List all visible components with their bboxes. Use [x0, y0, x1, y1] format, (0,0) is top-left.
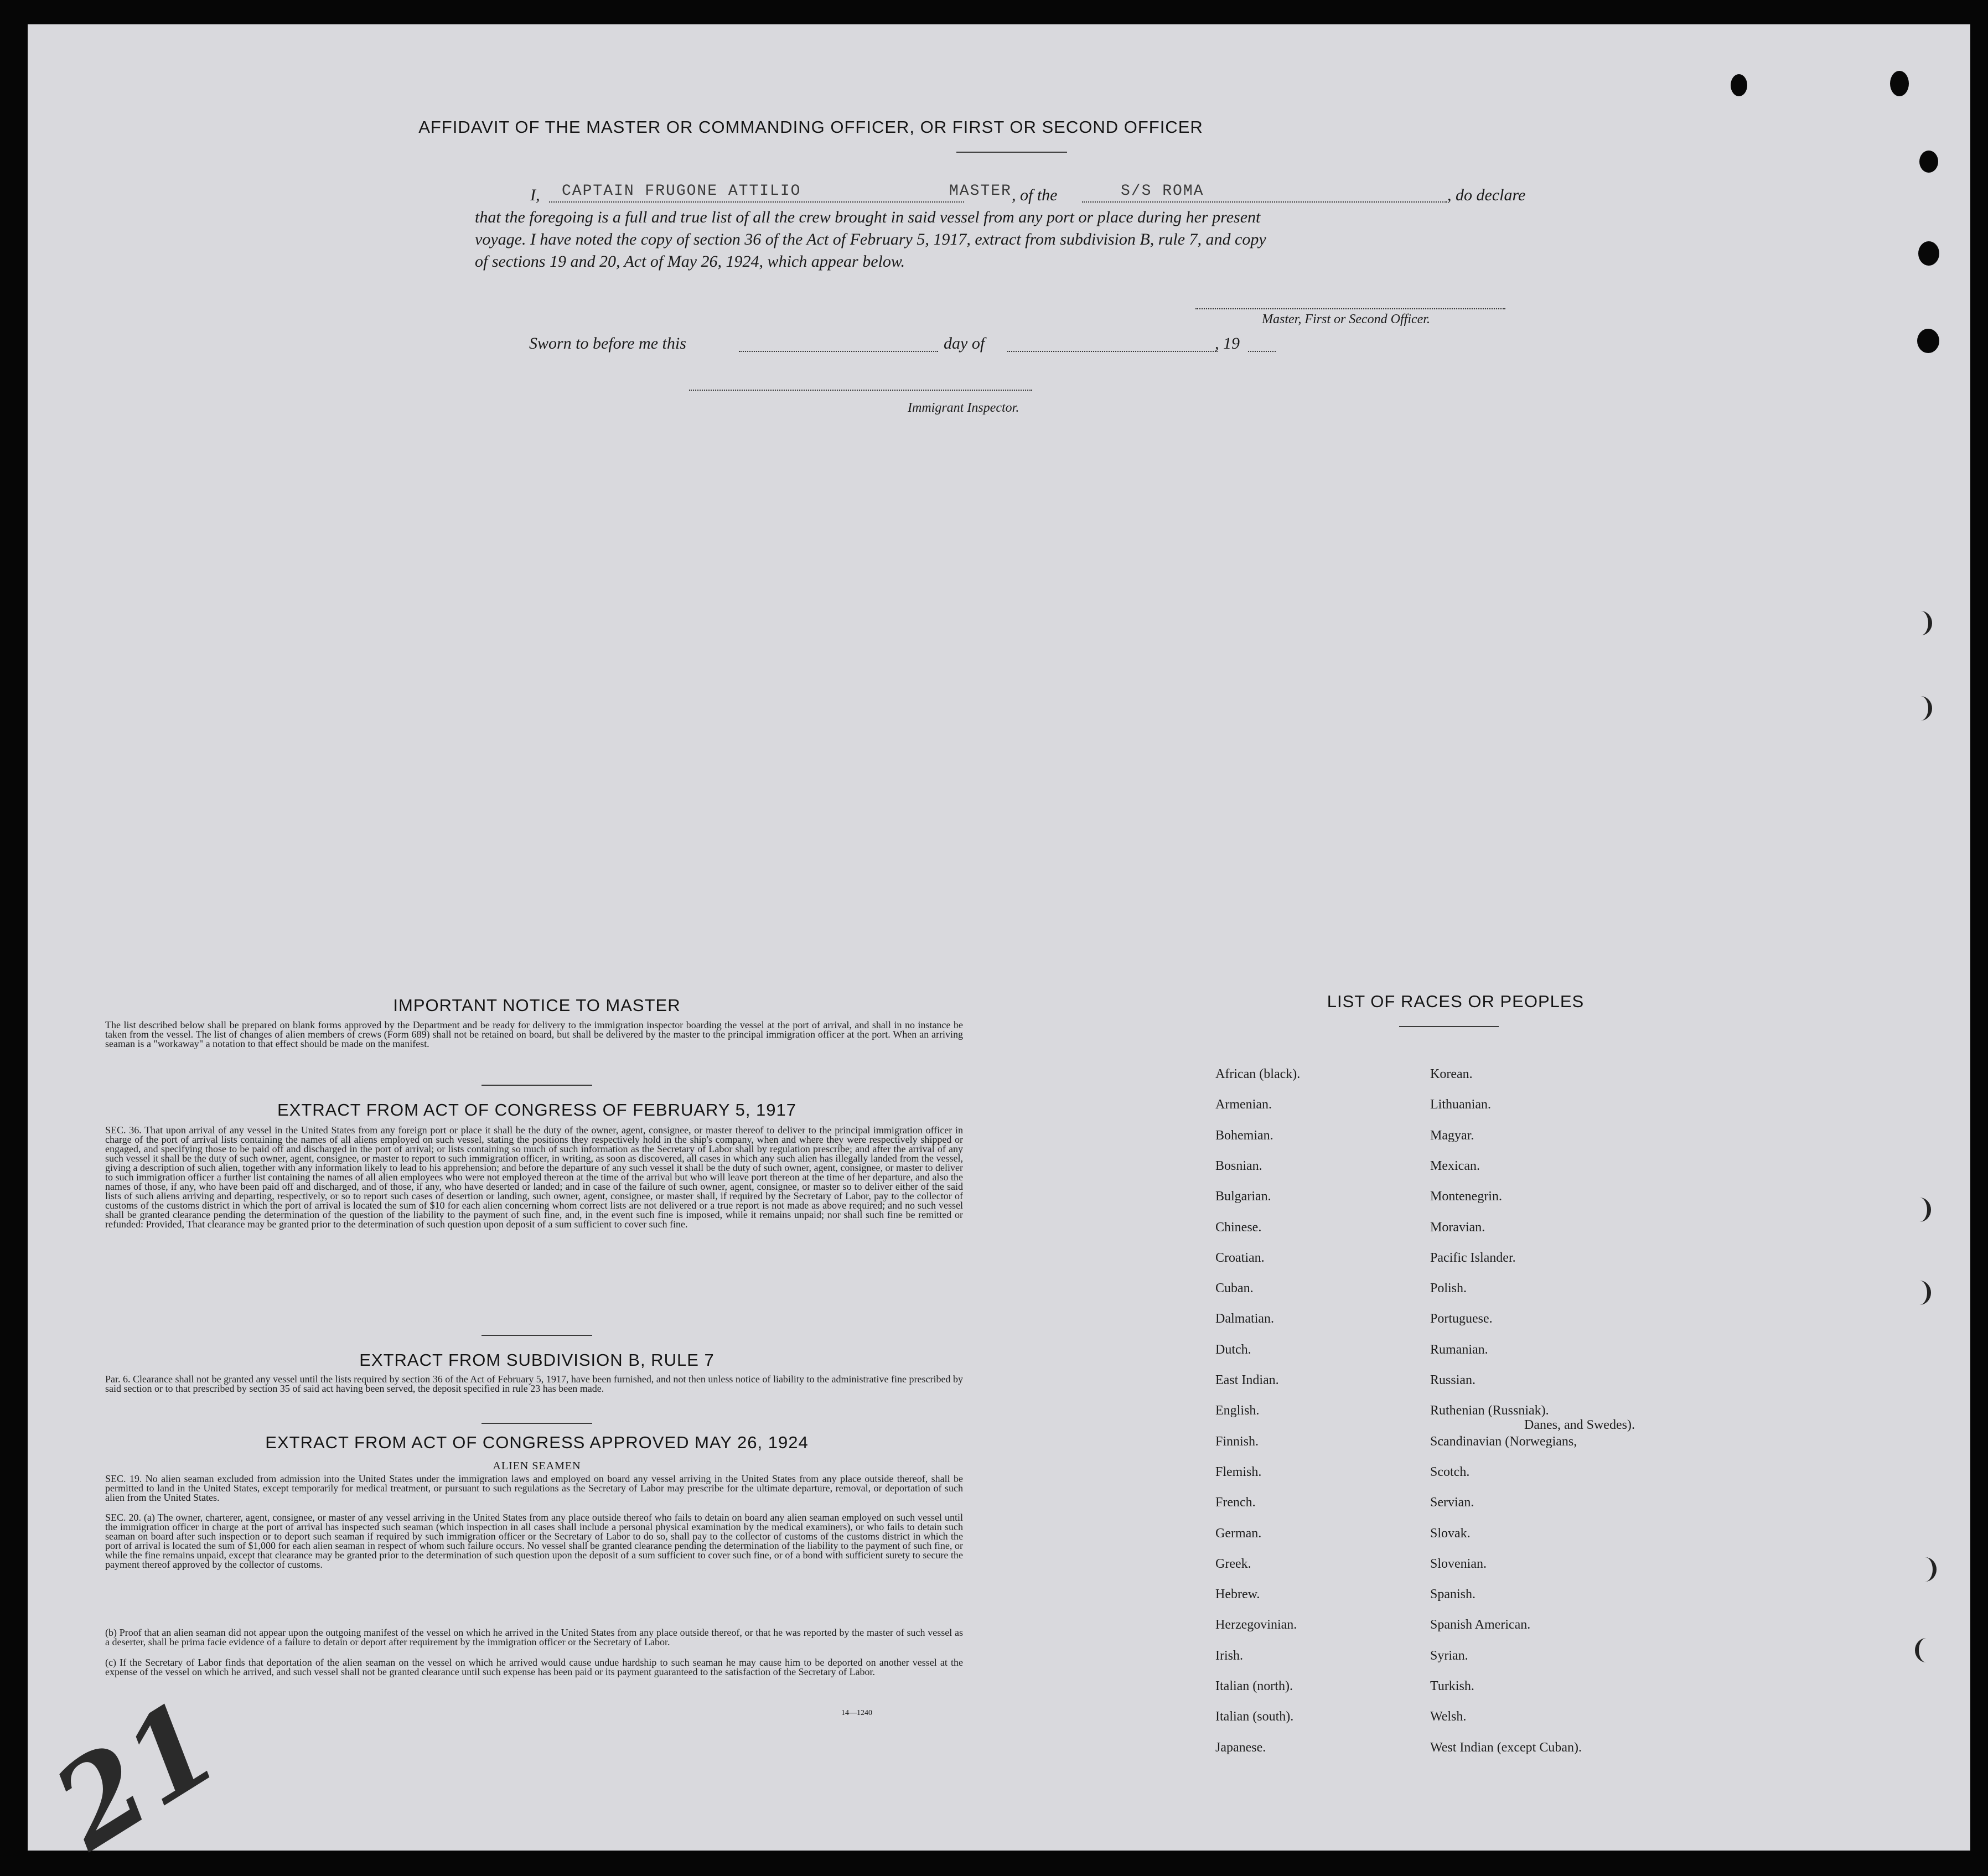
signature-line	[1195, 308, 1505, 309]
race-item: Spanish.	[1430, 1587, 1476, 1602]
divider	[482, 1335, 592, 1336]
race-item: Dalmatian.	[1215, 1312, 1274, 1326]
race-item: Japanese.	[1215, 1740, 1266, 1755]
race-item: Moravian.	[1430, 1220, 1485, 1235]
inspector-signature-line	[689, 390, 1032, 391]
divider	[482, 1423, 592, 1424]
inspector-label: Immigrant Inspector.	[908, 401, 1019, 415]
sworn-day-of: day of	[944, 334, 985, 353]
race-item: Russian.	[1430, 1373, 1476, 1387]
affidavit-declare: , do declare	[1447, 186, 1526, 204]
race-item: German.	[1215, 1526, 1262, 1541]
name-fill-line	[549, 201, 964, 203]
master-rank-field: MASTER	[949, 183, 1012, 200]
race-item: Lithuanian.	[1430, 1097, 1491, 1112]
extract-1924-subtitle: ALIEN SEAMEN	[493, 1460, 581, 1472]
handwritten-page-number: 21	[31, 1674, 241, 1876]
extract-1924-sec20b: (b) Proof that an alien seaman did not appear upon the outgoing manifest of the vessel on which he arrived in the United States from any place outside thereof, or that he was reported by the master of such vessel as a deserter, shall be prima facie evidence of a failure to detain or deport after requirement by the immigration officer or the Secretary of Labor.	[105, 1627, 963, 1647]
extract-1924-sec20c: (c) If the Secretary of Labor finds that deportation of the alien seaman on the vessel on which he arrived would cause undue hardship to such seaman he may cause him to be deported on another vessel at the expense of the vessel on which he arrived, and such vessel shall not be granted clearance until such expense has been paid or its payment guaranteed to the satisfaction of the Secretary of Labor.	[105, 1657, 963, 1677]
sworn-year: , 19	[1215, 334, 1240, 353]
race-item: Dutch.	[1215, 1342, 1251, 1357]
race-item: Italian (south).	[1215, 1709, 1294, 1724]
binder-hole	[1731, 74, 1747, 96]
race-item: Herzegovinian.	[1215, 1618, 1297, 1633]
affidavit-line: that the foregoing is a full and true list of all the crew brought in said vessel from any port or place during her present	[475, 208, 1261, 226]
vessel-name-field: S/S ROMA	[1121, 183, 1204, 200]
extract-1917-text: SEC. 36. That upon arrival of any vessel in the United States from any foreign port or place it shall be the duty of the owner, agent, consignee, or master thereof to deliver to the principal immigration officer in charge of the port of arrival lists containing the names of all aliens employed on such vessel, stating the positions they respectively hold in the ship's company, when and where they were respectively shipped or engaged, and specifying those to be paid off and discharged in the port of arrival; or lists containing so much of such information as the Secretary of Labor shall by regulation prescribe; and after the arrival of any such vessel it shall be the duty of such owner, agent, consignee, or master to report to such immigration officer, in writing, as soon as discovered, all cases in which any such alien has illegally landed from the vessel, giving a description of such alien, together with any information likely to lead to his apprehension; and before the departure of any such vessel it shall be the duty of such owner, agent, consignee, or master to deliver to such immigration officer a further list containing the names of all alien employees who were not employed thereon at the time of the arrival but who will leave port thereon at the time of her departure, and also the names of those, if any, who have been paid off and discharged, and of those, if any, who have deserted or landed; and in case of the failure of such owner, agent, consignee, or master so to deliver either of the said lists of such aliens arriving and departing, respectively, or so to report such cases of desertion or landing, such owner, agent, consignee, or master shall, if required by the Secretary of Labor, pay to the collector of customs of the customs district in which the port of arrival is located the sum of $10 for each alien concerning whom correct lists are not delivered or a true report is not made as above required; and no such vessel shall be granted clearance pending the determination of the question of the liability to the payment of such fine, and, in the event such fine is imposed, while it remains unpaid; nor shall such fine be remitted or refunded: Provided, That clearance may be granted prior to the determination of such question upon deposit of a sum sufficient to cover such fine.	[105, 1124, 963, 1230]
race-item: Slovak.	[1430, 1526, 1471, 1541]
race-item: Pacific Islander.	[1430, 1250, 1516, 1265]
sworn-day-line	[739, 351, 938, 352]
race-item: Montenegrin.	[1430, 1189, 1502, 1204]
race-item: Bosnian.	[1215, 1158, 1262, 1173]
extract-rule7-text: Par. 6. Clearance shall not be granted any vessel until the lists required by section 36 of the Act of February 5, 1917, have been furnished, and not then unless notice of liability to the administrative fine prescribed by said section or to that prescribed by section 35 of said act having been served, the deposit specified in rule 23 has been made.	[105, 1374, 963, 1394]
binder-ring-mark	[1909, 611, 1932, 635]
race-item: Mexican.	[1430, 1158, 1480, 1173]
race-item: Ruthenian (Russniak).	[1430, 1403, 1549, 1418]
race-item: Korean.	[1430, 1067, 1473, 1081]
divider	[482, 1085, 592, 1086]
binder-hole	[1919, 151, 1938, 173]
race-item: Turkish.	[1430, 1679, 1474, 1693]
race-item: Portuguese.	[1430, 1312, 1493, 1326]
sworn-prefix: Sworn to before me this	[529, 334, 686, 353]
race-item: Scotch.	[1430, 1464, 1470, 1479]
race-item: Finnish.	[1215, 1434, 1259, 1449]
binder-ring-mark	[1915, 1638, 1938, 1662]
race-item: Polish.	[1430, 1281, 1467, 1296]
race-item: Spanish American.	[1430, 1618, 1531, 1633]
sworn-year-line	[1248, 351, 1276, 352]
extract-1924-sec20a: SEC. 20. (a) The owner, charterer, agent, consignee, or master of any vessel arriving in the United States from any place outside thereof who fails to detain on board any alien seaman employed on such vessel until the immigration officer in charge at the port of arrival has inspected such seaman (which inspection in all cases shall include a personal physical examination by the medical examiners), or who fails to detain such seaman on board after such inspection or to deport such seaman if required by such immigration officer or the Secretary of Labor to do so, shall pay to the collector of customs of the customs district in which the port of arrival is located the sum of $1,000 for each alien seaman in respect of whom such failure occurs. No vessel shall be granted clearance pending the determination of the liability to the payment of such fine, or while the fine remains unpaid, except that clearance may be granted prior to the determination of such question upon the deposit of a sum sufficient to cover such fine, or of a bond with sufficient surety to secure the payment thereof approved by the collector of customs.	[105, 1512, 963, 1570]
sworn-month-line	[1007, 351, 1218, 352]
race-item: French.	[1215, 1495, 1256, 1510]
extract-1924-sec19: SEC. 19. No alien seaman excluded from admission into the United States under the immigration laws and employed on board any vessel arriving in the United States from any place outside thereof, shall be permitted to land in the United States, except temporarily for medical treatment, or pursuant to such regulations as the Secretary of Labor may prescribe for the ultimate departure, removal, or deportation of such alien from the United States.	[105, 1473, 963, 1503]
binder-ring-mark	[1914, 1557, 1937, 1582]
race-item: Greek.	[1215, 1556, 1251, 1571]
race-item: Welsh.	[1430, 1709, 1467, 1724]
race-item: Bulgarian.	[1215, 1189, 1271, 1204]
race-item: English.	[1215, 1403, 1260, 1418]
race-item: Flemish.	[1215, 1464, 1262, 1479]
race-item: Italian (north).	[1215, 1679, 1293, 1693]
affidavit-title: AFFIDAVIT OF THE MASTER OR COMMANDING OFFICER, OR FIRST OR SECOND OFFICER	[418, 117, 1203, 137]
extract-rule7-title: EXTRACT FROM SUBDIVISION B, RULE 7	[359, 1350, 715, 1370]
affidavit-of-the: , of the	[1012, 186, 1058, 204]
vessel-fill-line	[1082, 201, 1447, 203]
race-item: Chinese.	[1215, 1220, 1262, 1235]
binder-ring-mark	[1908, 1281, 1931, 1305]
race-item: Cuban.	[1215, 1281, 1254, 1296]
signature-label: Master, First or Second Officer.	[1262, 312, 1430, 327]
master-name-field: CAPTAIN FRUGONE ATTILIO	[562, 183, 801, 200]
binder-hole	[1917, 329, 1939, 353]
race-item: Rumanian.	[1430, 1342, 1488, 1357]
race-item: Armenian.	[1215, 1097, 1272, 1112]
race-item: Servian.	[1430, 1495, 1474, 1510]
race-item: Scandinavian (Norwegians,	[1430, 1434, 1577, 1449]
race-item: Bohemian.	[1215, 1128, 1273, 1143]
race-item: Croatian.	[1215, 1250, 1265, 1265]
race-item: Syrian.	[1430, 1648, 1468, 1663]
races-title: LIST OF RACES OR PEOPLES	[1327, 992, 1585, 1011]
form-number: 14—1240	[841, 1709, 872, 1717]
affidavit-line: of sections 19 and 20, Act of May 26, 1924, which appear below.	[475, 252, 905, 271]
divider	[1399, 1026, 1499, 1027]
notice-title: IMPORTANT NOTICE TO MASTER	[393, 996, 681, 1015]
race-item: West Indian (except Cuban).	[1430, 1740, 1582, 1755]
affidavit-prefix: I,	[530, 186, 540, 204]
race-item: Slovenian.	[1430, 1556, 1487, 1571]
notice-text: The list described below shall be prepared on blank forms approved by the Department and be ready for delivery to the immigration inspector boarding the vessel at the port of arrival, and shall in no instance be taken from the vessel. The list of changes of alien members of crews (Form 689) shall not be retained on board, but shall be delivered by the master to the principal immigration officer at the port. When an arriving seaman is a "workaway" a notation to that effect should be made on the manifest.	[105, 1019, 963, 1049]
race-item: Irish.	[1215, 1648, 1243, 1663]
race-item: Hebrew.	[1215, 1587, 1260, 1602]
extract-1917-title: EXTRACT FROM ACT OF CONGRESS OF FEBRUARY 5, 1917	[277, 1100, 797, 1120]
binder-ring-mark	[1908, 1198, 1931, 1222]
race-item: African (black).	[1215, 1067, 1301, 1081]
binder-hole	[1918, 241, 1939, 266]
divider	[956, 152, 1067, 153]
binder-ring-mark	[1909, 696, 1932, 721]
race-item: East Indian.	[1215, 1373, 1279, 1387]
race-item-continuation: Danes, and Swedes).	[1524, 1418, 1635, 1432]
binder-hole	[1890, 71, 1909, 96]
affidavit-line: voyage. I have noted the copy of section 36 of the Act of February 5, 1917, extract from subdivision B, rule 7, and copy	[475, 230, 1266, 248]
race-item: Magyar.	[1430, 1128, 1474, 1143]
document-page	[28, 24, 1970, 1876]
extract-1924-title: EXTRACT FROM ACT OF CONGRESS APPROVED MAY 26, 1924	[265, 1433, 809, 1452]
